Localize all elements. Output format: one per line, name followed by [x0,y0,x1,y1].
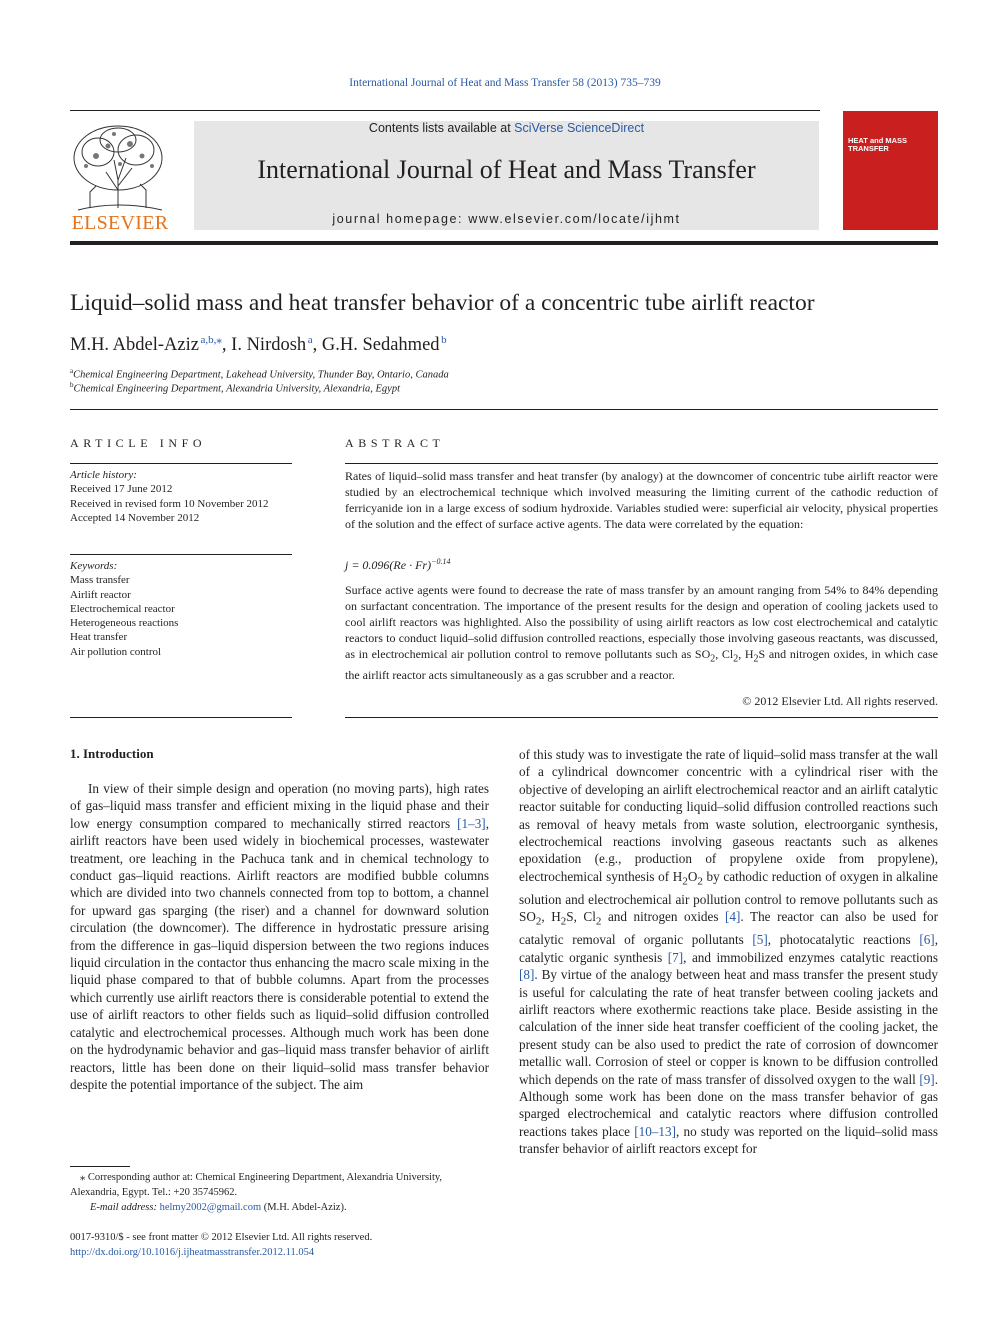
header-thick-rule [70,241,938,245]
journal-homepage[interactable]: journal homepage: www.elsevier.com/locate/ijhmt [332,212,681,226]
citation-link[interactable]: [4] [725,909,741,925]
footnote: ⁎ Corresponding author at: Chemical Engineering Department, Alexandria University, Alexandria, Egypt. Tel.: +20 35745962. E-mail address: helmy2002@gmail.com (M.H. Abdel-Aziz). [70,1172,443,1213]
front-matter [70,1230,510,1260]
history-label: Article history: [70,469,137,481]
header-rule [70,110,820,111]
keywords [70,559,295,659]
citation-link[interactable]: [10–13] [634,1123,676,1139]
journal-cover [843,111,938,230]
keywords-label: Keywords: [70,560,118,572]
keyword: Air pollution control [70,645,162,658]
history-item: Accepted 14 November 2012 [70,511,200,524]
abstract-para-1: Rates of liquid–solid mass transfer and heat transfer (by analogy) at the downcomer of concentric tube airlift reactor were studied by an electrochemical technique which involved measuring the limiting current of the cathodic reduction of ferricyanide ion in a large excess of sodium hydroxide. Variables studied were: superficial air velocity, physical properties of the solution and the effect of surface active agents. The data were correlated by the equation: [345,469,938,531]
keyword: Heterogeneous reactions [70,617,179,630]
issn-line: 0017-9310/$ - see front matter © 2012 Elsevier Ltd. All rights reserved. [70,1232,373,1243]
citation-link[interactable]: [1–3] [457,815,486,831]
article-history [70,468,295,525]
body-column-right: of this study was to investigate the rate of liquid–solid mass transfer at the wall of a cylindrical downcomer concentric with a cylindrical riser with the objective of developing an airlift electrochemical reactor and an airlift catalytic reactor suitable for conducting liquid–solid diffusion controlled reactions such as removal of heavy metals from waste solution, electroorganic synthesis, electrochemical reactions involving gaseous reactants such as alkenes epoxidation (e.g., production of propylene oxide from propylene), electrochemical synthesis of $H_2O_2$ by cathodic reduction of oxygen in alkaline solution and electrochemical air pollution control to remove pollutants such as $SO_2$, $H_2S$, $Cl_2$ and nitrogen oxides [4]. The reactor can also be used for catalytic removal of organic pollutants [5], photocatalytic reactions [6], catalytic organic synthesis [7], and immobilized enzymes catalytic reactions [8]. By virtue of the analogy between heat and mass transfer the present study is useful for calculating the rate of heat transfer between cooling jackets and airlift reactors where exothermic reactions take place. Beside assisting in the calculation of the inner side heat transfer coefficient of the cooling jacket, the present study can be also used to predict the rate of corrosion of downcomer metallic wall. Corrosion of steel or copper is known to be diffusion controlled which depends on the rate of mass transfer of dissolved oxygen to the wall [9]. Although some work has been done on the mass transfer behavior of gas sparged electrochemical and catalytic reactors where diffusion controlled reactions takes place [10–13], no study was reported on the liquid–solid mass transfer behavior of airlift reactors except for [519,747,939,1157]
sciencedirect-link[interactable]: SciVerse ScienceDirect [514,121,645,135]
publisher-wordmark: ELSEVIER [71,212,169,234]
citation-link[interactable]: [9] [919,1071,935,1087]
body-column-left: In view of their simple design and operation (no moving parts), high rates of gas–liquid mass transfer and efficient mixing in the liquid phase and their low energy consumption compared to mechanically stirred reactors [1–3], airlift reactors have been used widely in biochemical processes, wastewater treatment, ore leaching in the Pachuca tank and in chemical technology to conduct gas–liquid reactions. Airlift reactors are modified bubble columns which are divided into two channels connected from top to bottom, a channel for upward gas sparging (the riser) and a channel for downward solution circulation (the downcomer). The difference in hydrostatic pressure arising from the difference in gas–liquid dispersion between the two regions induces liquid circulation in the contactor thus enhancing the macro scale mixing in the liquid phase compared to that of bubble columns. Apart from the processes which currently use airlift reactors there is considerable potential to extend the use of airlift reactors to other fields such as liquid–solid diffusion controlled catalytic and electrochemical processes. Although much work has been done on the hydrodynamic behavior and gas–liquid mass transfer behavior of airlift reactors, little has been done on their liquid–solid mass transfer behavior despite the potential importance of the subject. The aim [70,781,489,1092]
footnote-rule [70,1166,130,1167]
author-name: M.H. Abdel-Aziz [70,335,199,356]
contents-prefix: Contents lists available at [368,121,511,135]
history-item: Received in revised form 10 November 2012 [70,497,269,510]
journal-title: International Journal of Heat and Mass Transfer [257,155,756,184]
doi-link[interactable]: http://dx.doi.org/10.1016/j.ijheatmasstransfer.2012.11.054 [70,1247,315,1258]
citation-link[interactable]: [7] [667,949,684,965]
email-link[interactable]: helmy2002@gmail.com [159,1202,262,1213]
journal-reference[interactable]: International Journal of Heat and Mass Transfer 58 (2013) 735–739 [349,77,661,89]
divider [70,409,938,410]
citation-link[interactable]: [5] [752,932,768,948]
abstract-heading: ABSTRACT [345,436,445,450]
citation-link[interactable]: [8] [519,967,535,983]
divider [70,717,292,718]
history-item: Received 17 June 2012 [70,483,173,496]
author-sup[interactable]: a [307,334,313,346]
author-list: M.H. Abdel-Aziz $^{a,b,⁎}$, I. Nirdosh $^a$, G.H. Sedahmed $^b$ [70,334,447,356]
author-sup[interactable]: a,b,⁎ [200,334,222,346]
contents-line [194,121,819,135]
author-name: I. Nirdosh [231,335,307,356]
divider [345,717,938,718]
author-sup[interactable]: b [441,334,447,346]
divider [70,463,292,464]
keyword: Airlift reactor [70,588,131,601]
article-title: Liquid–solid mass and heat transfer behavior of a concentric tube airlift reactor [70,290,815,316]
copyright: © 2012 Elsevier Ltd. All rights reserved. [742,694,938,708]
affiliation: $^b$Chemical Engineering Department, Alexandria University, Alexandria, Egypt [70,381,401,395]
article-info-heading: ARTICLE INFO [70,436,207,450]
keyword: Mass transfer [70,574,130,587]
cover-title: HEAT and MASS TRANSFER [848,136,908,153]
citation-link[interactable]: [6] [919,932,935,948]
divider [345,463,938,464]
equation: $j = 0.096(Re \cdot Fr)^{-0.14}$ [345,557,451,572]
section-heading: 1. Introduction [70,746,154,761]
keyword: Heat transfer [70,631,128,644]
affiliation: $^a$Chemical Engineering Department, Lakehead University, Thunder Bay, Ontario, Canada [70,367,449,381]
keyword: Electrochemical reactor [70,602,175,615]
author-name: G.H. Sedahmed [321,335,440,356]
abstract-para-2: Surface active agents were found to decrease the rate of mass transfer by an amount ranging from 54% to 84% depending on surfactant concentration. The importance of the present results for the design and operation of cooling jackets used to cool airlift reactors was highlighted. Also the possibility of using airlift reactors as low cost electrochemical and catalytic reactors to conduct liquid–solid diffusion controlled reactions, especially those involving gaseous reactants, was discussed, as in electrochemical air pollution control to remove pollutants such as $SO_2$, $Cl_2$, $H_2S$ and nitrogen oxides, in which case the airlift reactor acts simultaneously as a gas scrubber and a reactor. [345,583,938,683]
divider [70,554,292,555]
